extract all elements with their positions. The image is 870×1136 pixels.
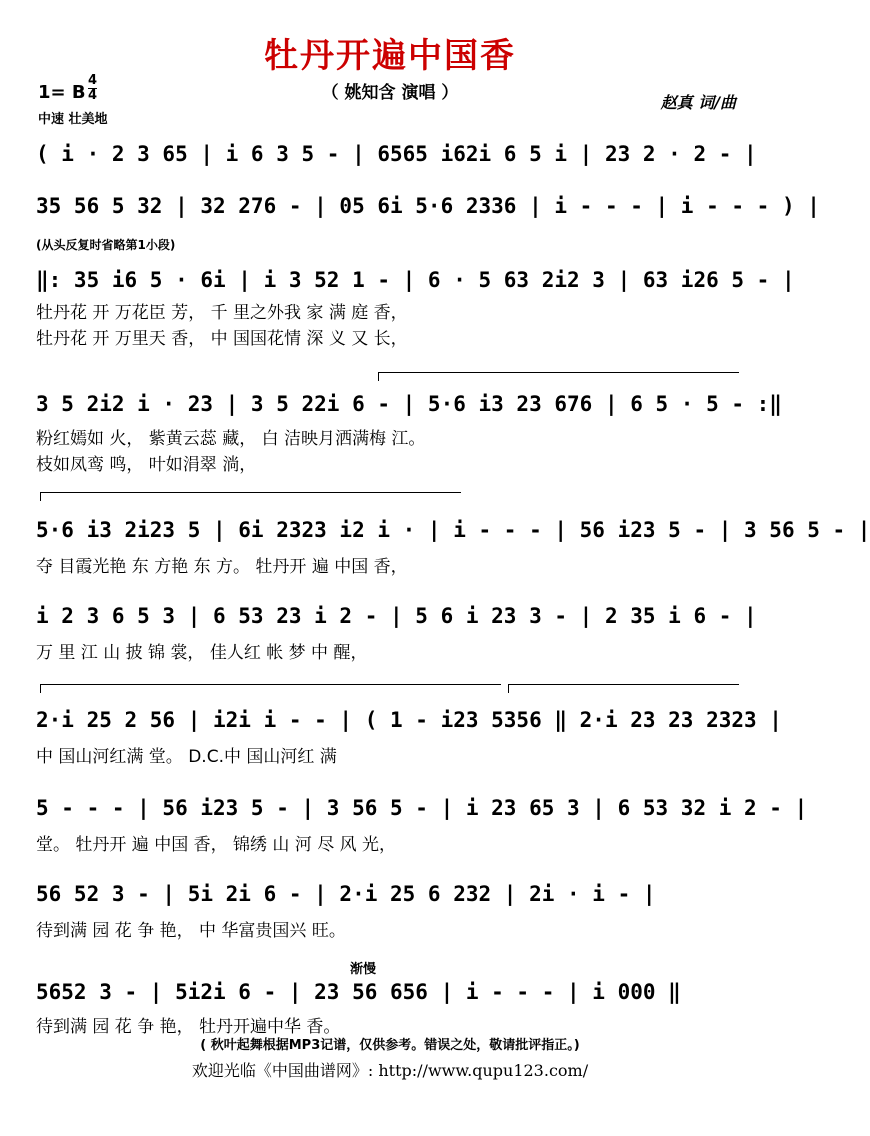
repeat-note: (从头反复时省略第1小段) — [36, 238, 176, 252]
time-bottom: 4 — [88, 88, 98, 103]
lyric-line-3a: 牡丹花 开 万花臣 芳， 千 里之外我 家 满 庭 香， — [36, 303, 408, 323]
notation-line-7: 2·i 25 2 56 | i2i i - - | ( 1 - i23 5356 ‖ 2·i 23 23 2323 | — [36, 708, 782, 732]
lyric-line-4a: 粉红嫣如 火， 紫黄云蕊 藏， 白 洁映月洒满梅 江。 — [36, 429, 426, 449]
lyric-line-6: 万 里 江 山 披 锦 裳， 佳人红 帐 梦 中 醒， — [36, 643, 368, 663]
composer-credit: 赵真 词/曲 — [660, 93, 736, 112]
volta-bracket-1 — [378, 372, 739, 381]
tempo-marking: 中速 壮美地 — [38, 112, 108, 127]
time-signature — [88, 74, 97, 103]
notation-line-3: ‖: 35 i6 5 · 6i | i 3 52 1 - | 6 · 5 63 2i2 3 | 63 i26 5 - | — [36, 268, 795, 292]
website-footer[interactable]: 欢迎光临《中国曲谱网》: http://www.qupu123.com/ — [191, 1061, 589, 1080]
lyric-line-3b: 牡丹花 开 万里天 香， 中 国国花情 深 义 又 长， — [36, 329, 408, 349]
notation-line-1: ( i · 2 3 65 | i 6 3 5 - | 6565 i62i 6 5 i | 23 2 · 2 - | — [36, 142, 757, 166]
transcription-notice: ( 秋叶起舞根据MP3记谱，仅供参考。错误之处，敬请批评指正。) — [200, 1038, 580, 1053]
lyric-line-7: 中 国山河红满 堂。 D.C.中 国山河红 满 — [36, 747, 337, 767]
notation-line-10: 5652 3 - | 5i2i 6 - | 23 56 656 | i - - - | i 000 ‖ — [36, 980, 681, 1004]
volta-bracket-2 — [40, 492, 461, 501]
notation-line-2: 35 56 5 32 | 32 276 - | 05 6i 5·6 2336 | i - - - | i - - - ) | — [36, 194, 820, 218]
lyric-line-9: 待到满 园 花 争 艳， 中 华富贵国兴 旺。 — [36, 921, 346, 941]
key-signature: 1= B — [38, 82, 86, 103]
notation-line-8: 5 - - - | 56 i23 5 - | 3 56 5 - | i 23 65 3 | 6 53 32 i 2 - | — [36, 796, 808, 820]
volta-bracket-4 — [508, 684, 739, 693]
lyric-line-8: 堂。 牡丹开 遍 中国 香， 锦绣 山 河 尽 风 光， — [36, 835, 397, 855]
notation-line-4: 3 5 2i2 i · 23 | 3 5 22i 6 - | 5·6 i3 23 676 | 6 5 · 5 - :‖ — [36, 392, 782, 416]
notation-line-9: 56 52 3 - | 5i 2i 6 - | 2·i 25 6 232 | 2i · i - | — [36, 882, 656, 906]
lyric-line-10: 待到满 园 花 争 艳， 牡丹开遍中华 香。 — [36, 1017, 341, 1037]
singer-credit: （ 姚知含 演唱 ） — [321, 83, 459, 103]
volta-bracket-3 — [40, 684, 501, 693]
time-top: 4 — [88, 73, 98, 88]
lyric-line-4b: 枝如凤鸾 鸣， 叶如涓翠 淌， — [36, 455, 257, 475]
tempo-slower: 渐慢 — [350, 962, 377, 977]
page-title: 牡丹开遍中国香 — [264, 36, 516, 76]
notation-line-6: i 2 3 6 5 3 | 6 53 23 i 2 - | 5 6 i 23 3 - | 2 35 i 6 - | — [36, 604, 757, 628]
notation-line-5: 5·6 i3 2i23 5 | 6i 2323 i2 i · | i - - - | 56 i23 5 - | 3 56 5 - | — [36, 518, 870, 542]
lyric-line-5: 夺 目霞光艳 东 方艳 东 方。 牡丹开 遍 中国 香， — [36, 557, 408, 577]
